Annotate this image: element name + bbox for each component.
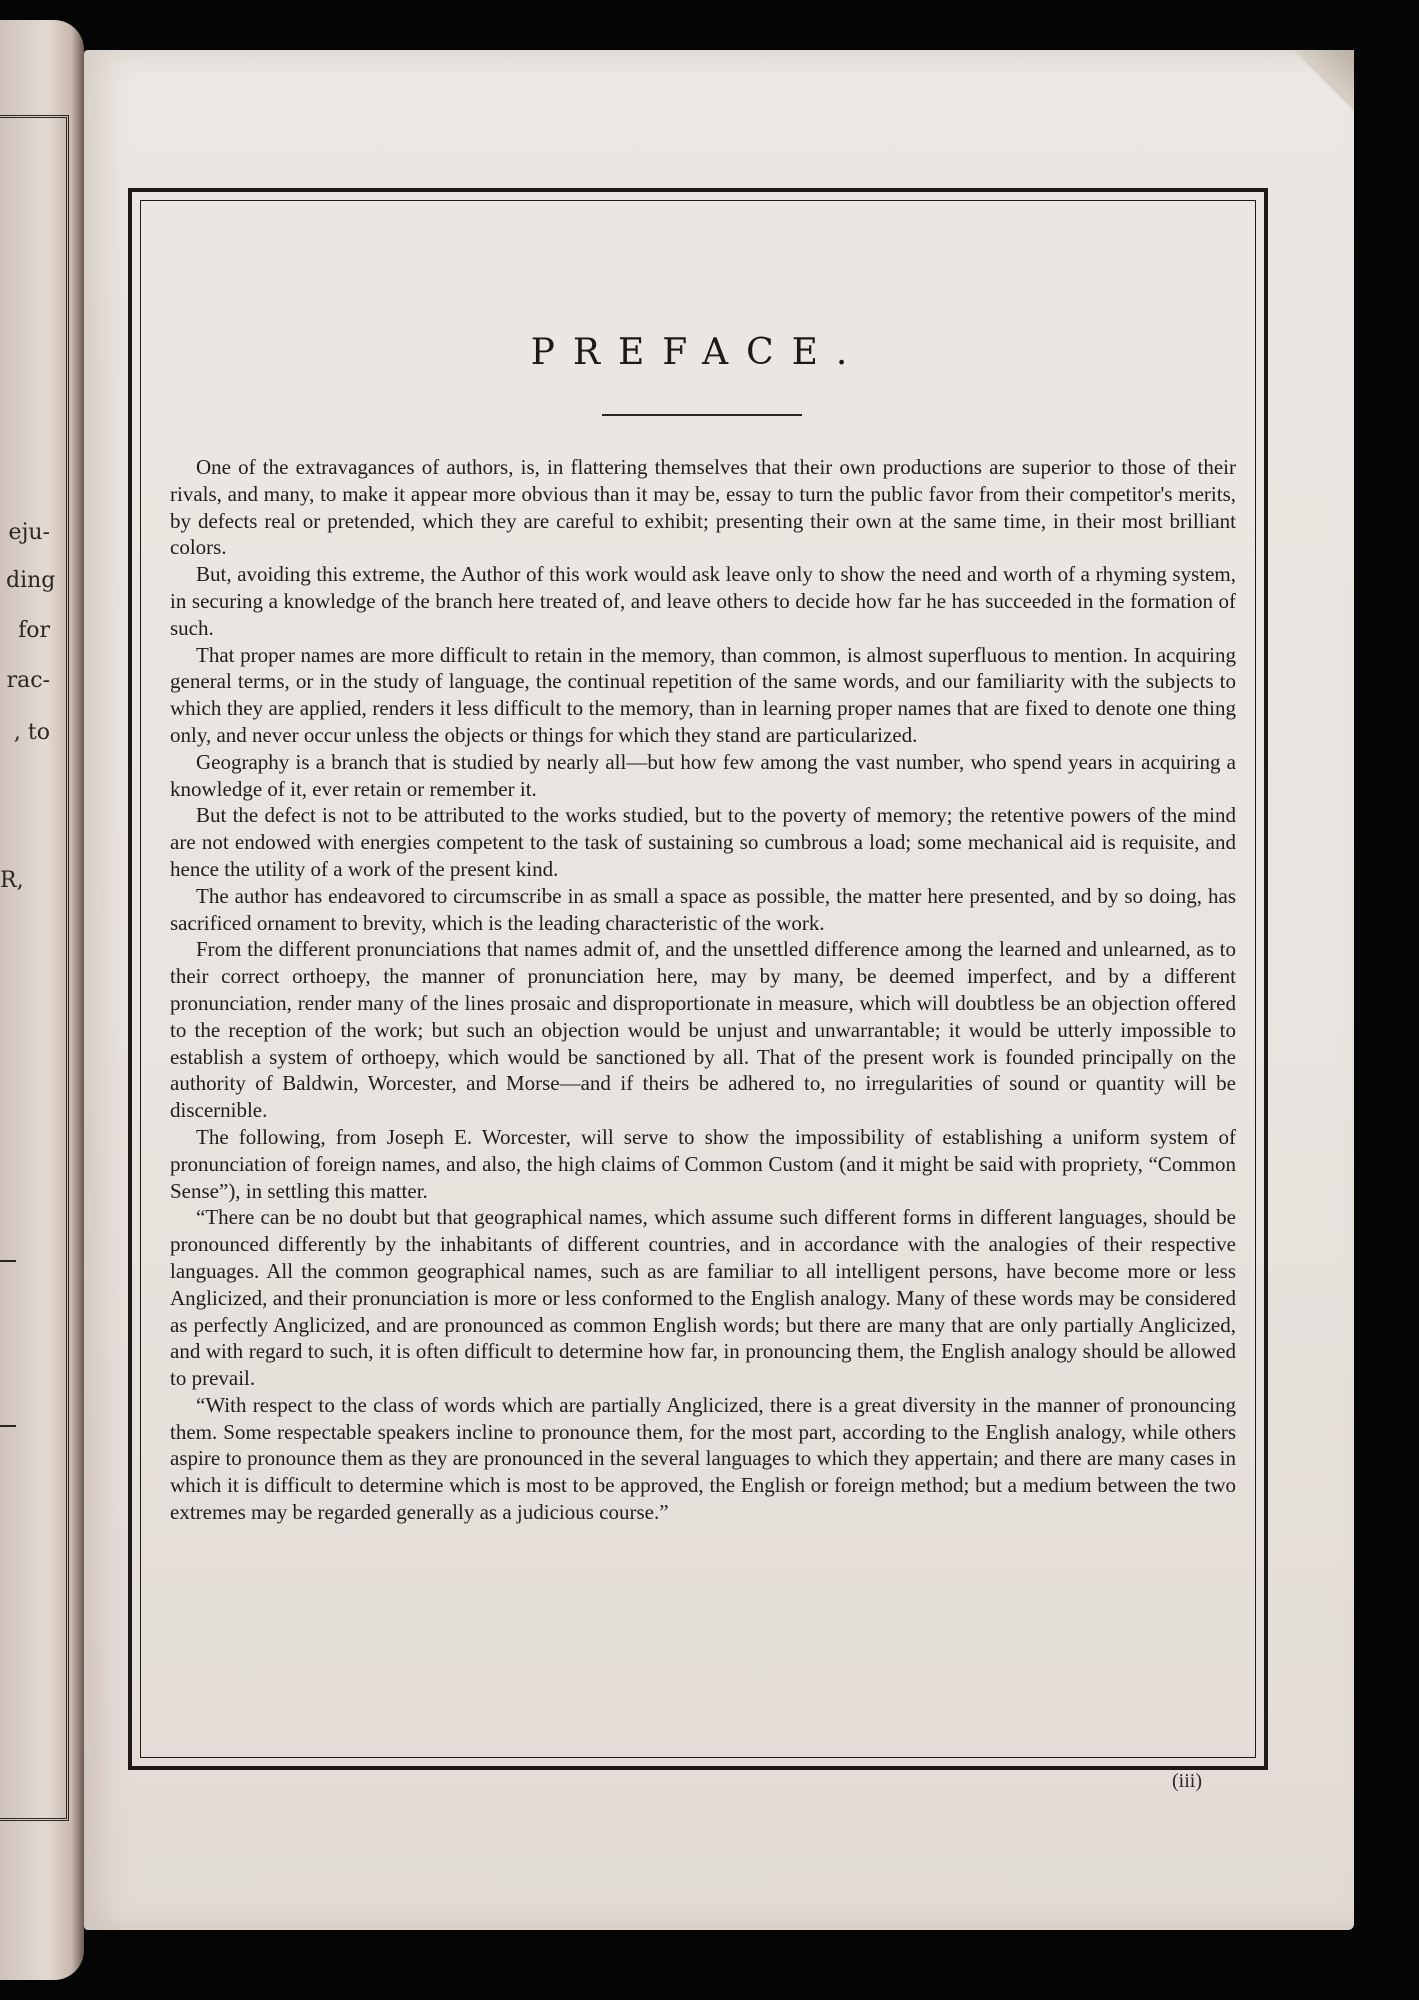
left-page-border (0, 115, 69, 1821)
title-rule (602, 414, 802, 416)
worn-page-corner (1294, 50, 1354, 110)
page-title: PREFACE. (530, 332, 866, 373)
left-facing-page (0, 20, 84, 1980)
paragraph: One of the extravagances of authors, is, in flattering themselves that their own productions are superior to those of their rivals, and many, to make it appear more obvious than it may be, essay to turn the public favor from their competitor's merits, by defects real or pretended, which they are careful to exhibit; presenting their own at the same time, in their most brilliant colors. (170, 455, 1236, 560)
left-text-fragment: R, (0, 868, 24, 893)
left-text-fragment: eju- (8, 520, 50, 545)
left-text-fragment: ding (6, 568, 56, 593)
preface-body (170, 454, 1236, 1526)
paragraph: The following, from Joseph E. Worcester, will serve to show the impossibility of establishing a uniform system of pronunciation of foreign names, and also, the high claims of Common Custom (and it might be said with propriety, “Common Sense”), in settling this matter. (170, 1124, 1236, 1203)
preface-page (84, 50, 1354, 1930)
page-number: (iii) (1172, 1770, 1202, 1792)
page-border-frame (128, 188, 1268, 1770)
paragraph: But, avoiding this extreme, the Author of this work would ask leave only to show the need and worth of a rhyming system, in securing a knowledge of the branch here treated of, and leave others to decide how far he has succeeded in the formation of such. (170, 562, 1236, 640)
quote-paragraph: “With respect to the class of words which are partially Anglicized, there is a great diversity in the manner of pronouncing them. Some respectable speakers incline to pronounce them, for the most part, according to the English analogy, while others aspire to pronounce them as they are pronounced in the several languages to which they appertain; and there are many cases in which it is difficult to determine which is most to be approved, the English or foreign method; but a medium between the two extremes may be regarded generally as a judicious course.” (170, 1392, 1236, 1525)
paragraph: Geography is a branch that is studied by nearly all—but how few among the vast number, who spend years in acquiring a knowledge of it, ever retain or remember it. (170, 749, 1236, 801)
left-rule (0, 1425, 16, 1427)
left-rule (0, 1260, 16, 1262)
quote-paragraph: “There can be no doubt but that geographical names, which assume such different forms in different languages, should be pronounced differently by the inhabitants of different countries, and in accordance with the analogies of their respective languages. All the common geographical names, such as are familiar to all intelligent persons, have become more or less Anglicized, and their pronunciation is more or less conformed to the English analogy. Many of these words may be considered as perfectly Anglicized, and are pronounced as common English words; but there are many that are only partially Anglicized, and with regard to such, it is often difficult to determine how far, in pronouncing them, the English analogy should be allowed to prevail. (170, 1205, 1236, 1391)
left-text-fragment: for (18, 618, 50, 643)
left-text-fragment: rac- (6, 668, 50, 693)
left-text-fragment: , to (13, 720, 50, 745)
paragraph: But the defect is not to be attributed to the works studied, but to the poverty of memory; the retentive powers of the mind are not endowed with energies competent to the task of sustaining so cumbrous a load; some mechanical aid is requisite, and hence the utility of a work of the present kind. (170, 803, 1236, 881)
paragraph: That proper names are more difficult to retain in the memory, than common, is almost superfluous to mention. In acquiring general terms, or in the study of language, the continual repetition of the same words, and our familiarity with the subjects to which they are applied, renders it less difficult to the memory, than in learning proper names that are fixed to denote one thing only, and never occur unless the objects or things for which they stand are particularized. (170, 642, 1236, 747)
paragraph: From the different pronunciations that names admit of, and the unsettled difference among the learned and unlearned, as to their correct orthoepy, the manner of pronunciation here, may by many, be deemed imperfect, and by a different pronunciation, render many of the lines prosaic and disproportionate in measure, which will doubtless be an objection offered to the reception of the work; but such an objection would be unjust and unwarrantable; it would be utterly impossible to establish a system of orthoepy, which would be sanctioned by all. That of the present work is founded principally on the authority of Baldwin, Worcester, and Morse—and if theirs be adhered to, no irregularities of sound or quantity will be discernible. (170, 937, 1236, 1123)
paragraph: The author has endeavored to circumscribe in as small a space as possible, the matter here presented, and by so doing, has sacrificed ornament to brevity, which is the leading characteristic of the work. (170, 883, 1236, 935)
